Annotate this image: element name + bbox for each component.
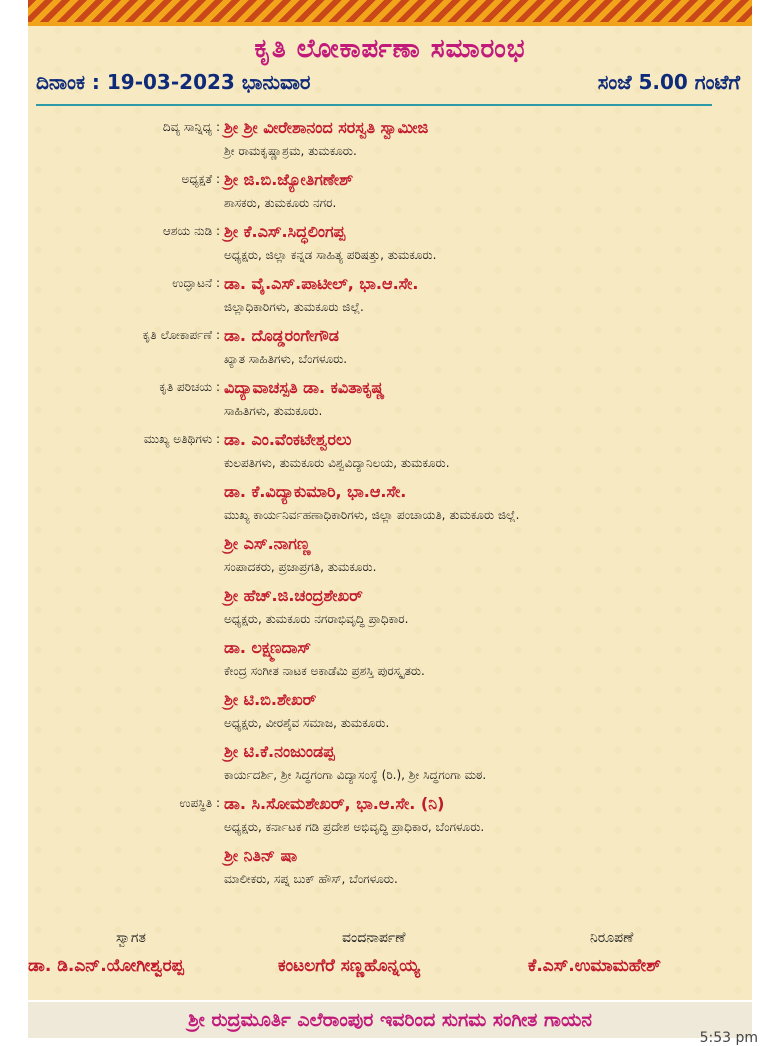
role-label: ಮುಖ್ಯ ಅತಿಥಿಗಳು : [143,432,220,446]
music-banner: ಶ್ರೀ ರುದ್ರಮೂರ್ತಿ ಎಲೆರಾಂಪುರ ಇವರಿಂದ ಸುಗಮ ಸಂಗೀತ ಗಾಯನ [28,1002,752,1038]
guest-designation-row [28,196,752,222]
status-clock: 5:53 pm [699,1030,758,1046]
event-title: ಕೃತಿ ಲೋಕಾರ್ಪಣಾ ಸಮಾರಂಭ [254,34,526,64]
footer-names [28,956,752,986]
guest-designation: ಮುಖ್ಯ ಕಾರ್ಯನಿರ್ವಹಣಾಧಿಕಾರಿಗಳು, ಜಿಲ್ಲಾ ಪಂಚಾಯತಿ, ತುಮಕೂರು ಜಿಲ್ಲೆ. [224,508,520,522]
guest-name: ಶ್ರೀ ಟಿ.ಕೆ.ನಂಜುಂಡಪ್ಪ [224,742,335,761]
vote-of-thanks-name: ಕಂಟಲಗೆರೆ ಸಣ್ಣಹೊನ್ನಯ್ಯ [278,956,420,976]
guest-row [28,586,752,612]
event-date: ದಿನಾಂಕ : 19-03-2023 ಭಾನುವಾರ [36,70,311,94]
role-label: ಕೃತಿ ಪರಿಚಯ : [159,380,220,394]
guest-designation: ಕುಲಪತಿಗಳು, ತುಮಕೂರು ವಿಶ್ವವಿದ್ಯಾನಿಲಯ, ತುಮಕೂರು. [224,456,450,470]
role-label: ಅಧ್ಯಕ್ಷತೆ : [181,172,220,186]
guest-designation-row [28,716,752,742]
guest-name: ಡಾ. ಕೆ.ವಿದ್ಯಾಕುಮಾರಿ, ಭಾ.ಆ.ಸೇ. [224,482,407,501]
guest-name: ವಿದ್ಯಾವಾಚಸ್ಪತಿ ಡಾ. ಕವಿತಾಕೃಷ್ಣ [224,378,385,397]
role-label: ಉದ್ಘಾಟನೆ : [172,276,220,290]
guest-designation: ಜಿಲ್ಲಾಧಿಕಾರಿಗಳು, ತುಮಕೂರು ಜಿಲ್ಲೆ. [224,300,364,314]
guest-designation: ಅಧ್ಯಕ್ಷರು, ಕರ್ನಾಟಕ ಗಡಿ ಪ್ರದೇಶ ಅಭಿವೃದ್ಧಿ ಪ್ರಾಧಿಕಾರ, ಬೆಂಗಳೂರು. [224,820,485,834]
guest-designation: ಕೇಂದ್ರ ಸಂಗೀತ ನಾಟಕ ಅಕಾಡೆಮಿ ಪ್ರಶಸ್ತಿ ಪುರಸ್ಕೃತರು. [224,664,425,678]
guest-row [28,118,752,144]
invitation-card [28,0,752,1000]
guest-row [28,326,752,352]
guest-designation-row [28,820,752,846]
guest-designation-row [28,612,752,638]
guest-designation: ಅಧ್ಯಕ್ಷರು, ತುಮಕೂರು ನಗರಾಭಿವೃದ್ಧಿ ಪ್ರಾಧಿಕಾರ. [224,612,409,626]
guest-designation-row [28,456,752,482]
role-label: ಉಪಸ್ಥಿತಿ : [179,796,220,810]
guest-name: ಶ್ರೀ ನಿತಿನ್ ಷಾ [224,846,298,865]
event-time: ಸಂಜೆ 5.00 ಗಂಟೆಗೆ [597,70,740,94]
guest-row [28,430,752,456]
role-label: ಆಶಯ ನುಡಿ : [162,224,220,238]
guest-row [28,742,752,768]
guest-name: ಡಾ. ಎಂ.ವೆಂಕಟೇಶ್ವರಲು [224,430,352,449]
guest-designation-row [28,248,752,274]
guest-row [28,170,752,196]
guest-designation: ಖ್ಯಾತ ಸಾಹಿತಿಗಳು, ಬೆಂಗಳೂರು. [224,352,348,366]
guest-designation: ಶಾಸಕರು, ತುಮಕೂರು ನಗರ. [224,196,337,210]
guest-designation: ಸಾಹಿತಿಗಳು, ತುಮಕೂರು. [224,404,323,418]
footer-roles [28,930,752,952]
guest-name: ಡಾ. ಲಕ್ಷ್ಮಣದಾಸ್ [224,638,312,657]
guest-name: ಶ್ರೀ ಕೆ.ಎಸ್.ಸಿದ್ಧಲಿಂಗಪ್ಪ [224,222,346,241]
guest-name: ಡಾ. ವೈ.ಎಸ್.ಪಾಟೀಲ್, ಭಾ.ಆ.ಸೇ. [224,274,419,293]
vote-of-thanks-label: ವಂದನಾರ್ಪಣೆ [342,930,406,946]
guest-designation-row [28,352,752,378]
guest-row [28,482,752,508]
role-label: ದಿವ್ಯ ಸಾನ್ನಿಧ್ಯ : [162,120,220,134]
guest-designation: ಸಂಪಾದಕರು, ಪ್ರಜಾಪ್ರಗತಿ, ತುಮಕೂರು. [224,560,377,574]
guest-name: ಶ್ರೀ ಟಿ.ಬಿ.ಶೇಖರ್ [224,690,317,709]
guest-designation-row [28,300,752,326]
guest-list [28,118,752,898]
date-line [36,70,740,100]
guest-name: ಶ್ರೀ ಶ್ರೀ ವೀರೇಶಾನಂದ ಸರಸ್ವತಿ ಸ್ವಾಮೀಜಿ [224,118,429,137]
guest-designation-row [28,664,752,690]
mc-label: ನಿರೂಪಣೆ [590,930,634,946]
guest-row [28,534,752,560]
guest-row [28,222,752,248]
guest-row [28,378,752,404]
guest-name: ಶ್ರೀ ಜಿ.ಬಿ.ಜ್ಯೋತಿಗಣೇಶ್ [224,170,354,189]
mc-name: ಕೆ.ಎಸ್.ಉಮಾಮಹೇಶ್ [528,956,661,976]
decorative-top-border [28,0,752,26]
welcome-label: ಸ್ವಾಗತ [116,930,146,946]
guest-name: ಡಾ. ದೊಡ್ಡರಂಗೇಗೌಡ [224,326,339,345]
guest-designation: ಶ್ರೀ ರಾಮಕೃಷ್ಣಾಶ್ರಮ, ತುಮಕೂರು. [224,144,357,158]
role-label: ಕೃತಿ ಲೋಕಾರ್ಪಣೆ : [142,328,220,342]
guest-designation: ಕಾರ್ಯದರ್ಶಿ, ಶ್ರೀ ಸಿದ್ಧಗಂಗಾ ವಿದ್ಯಾಸಂಸ್ಥೆ (ರಿ.), ಶ್ರೀ ಸಿದ್ಧಗಂಗಾ ಮಠ. [224,768,487,782]
divider [36,104,712,106]
guest-designation-row [28,768,752,794]
guest-name: ಶ್ರೀ ಹೆಚ್.ಜಿ.ಚಂದ್ರಶೇಖರ್ [224,586,363,605]
guest-designation-row [28,144,752,170]
welcome-name: ಡಾ. ಡಿ.ಎನ್.ಯೋಗೀಶ್ವರಪ್ಪ [28,956,184,976]
guest-designation: ಮಾಲೀಕರು, ಸಪ್ನ ಬುಕ್ ಹೌಸ್, ಬೆಂಗಳೂರು. [224,872,398,886]
guest-row [28,274,752,300]
guest-designation-row [28,872,752,898]
guest-name: ಡಾ. ಸಿ.ಸೋಮಶೇಖರ್, ಭಾ.ಆ.ಸೇ. (ನಿ) [224,794,445,813]
guest-designation-row [28,508,752,534]
guest-designation-row [28,560,752,586]
guest-name: ಶ್ರೀ ಎಸ್.ನಾಗಣ್ಣ [224,534,311,553]
guest-row [28,794,752,820]
guest-designation: ಅಧ್ಯಕ್ಷರು, ವೀರಶೈವ ಸಮಾಜ, ತುಮಕೂರು. [224,716,390,730]
guest-row [28,690,752,716]
guest-row [28,638,752,664]
guest-row [28,846,752,872]
guest-designation: ಅಧ್ಯಕ್ಷರು, ಜಿಲ್ಲಾ ಕನ್ನಡ ಸಾಹಿತ್ಯ ಪರಿಷತ್ತು, ತುಮಕೂರು. [224,248,437,262]
guest-designation-row [28,404,752,430]
